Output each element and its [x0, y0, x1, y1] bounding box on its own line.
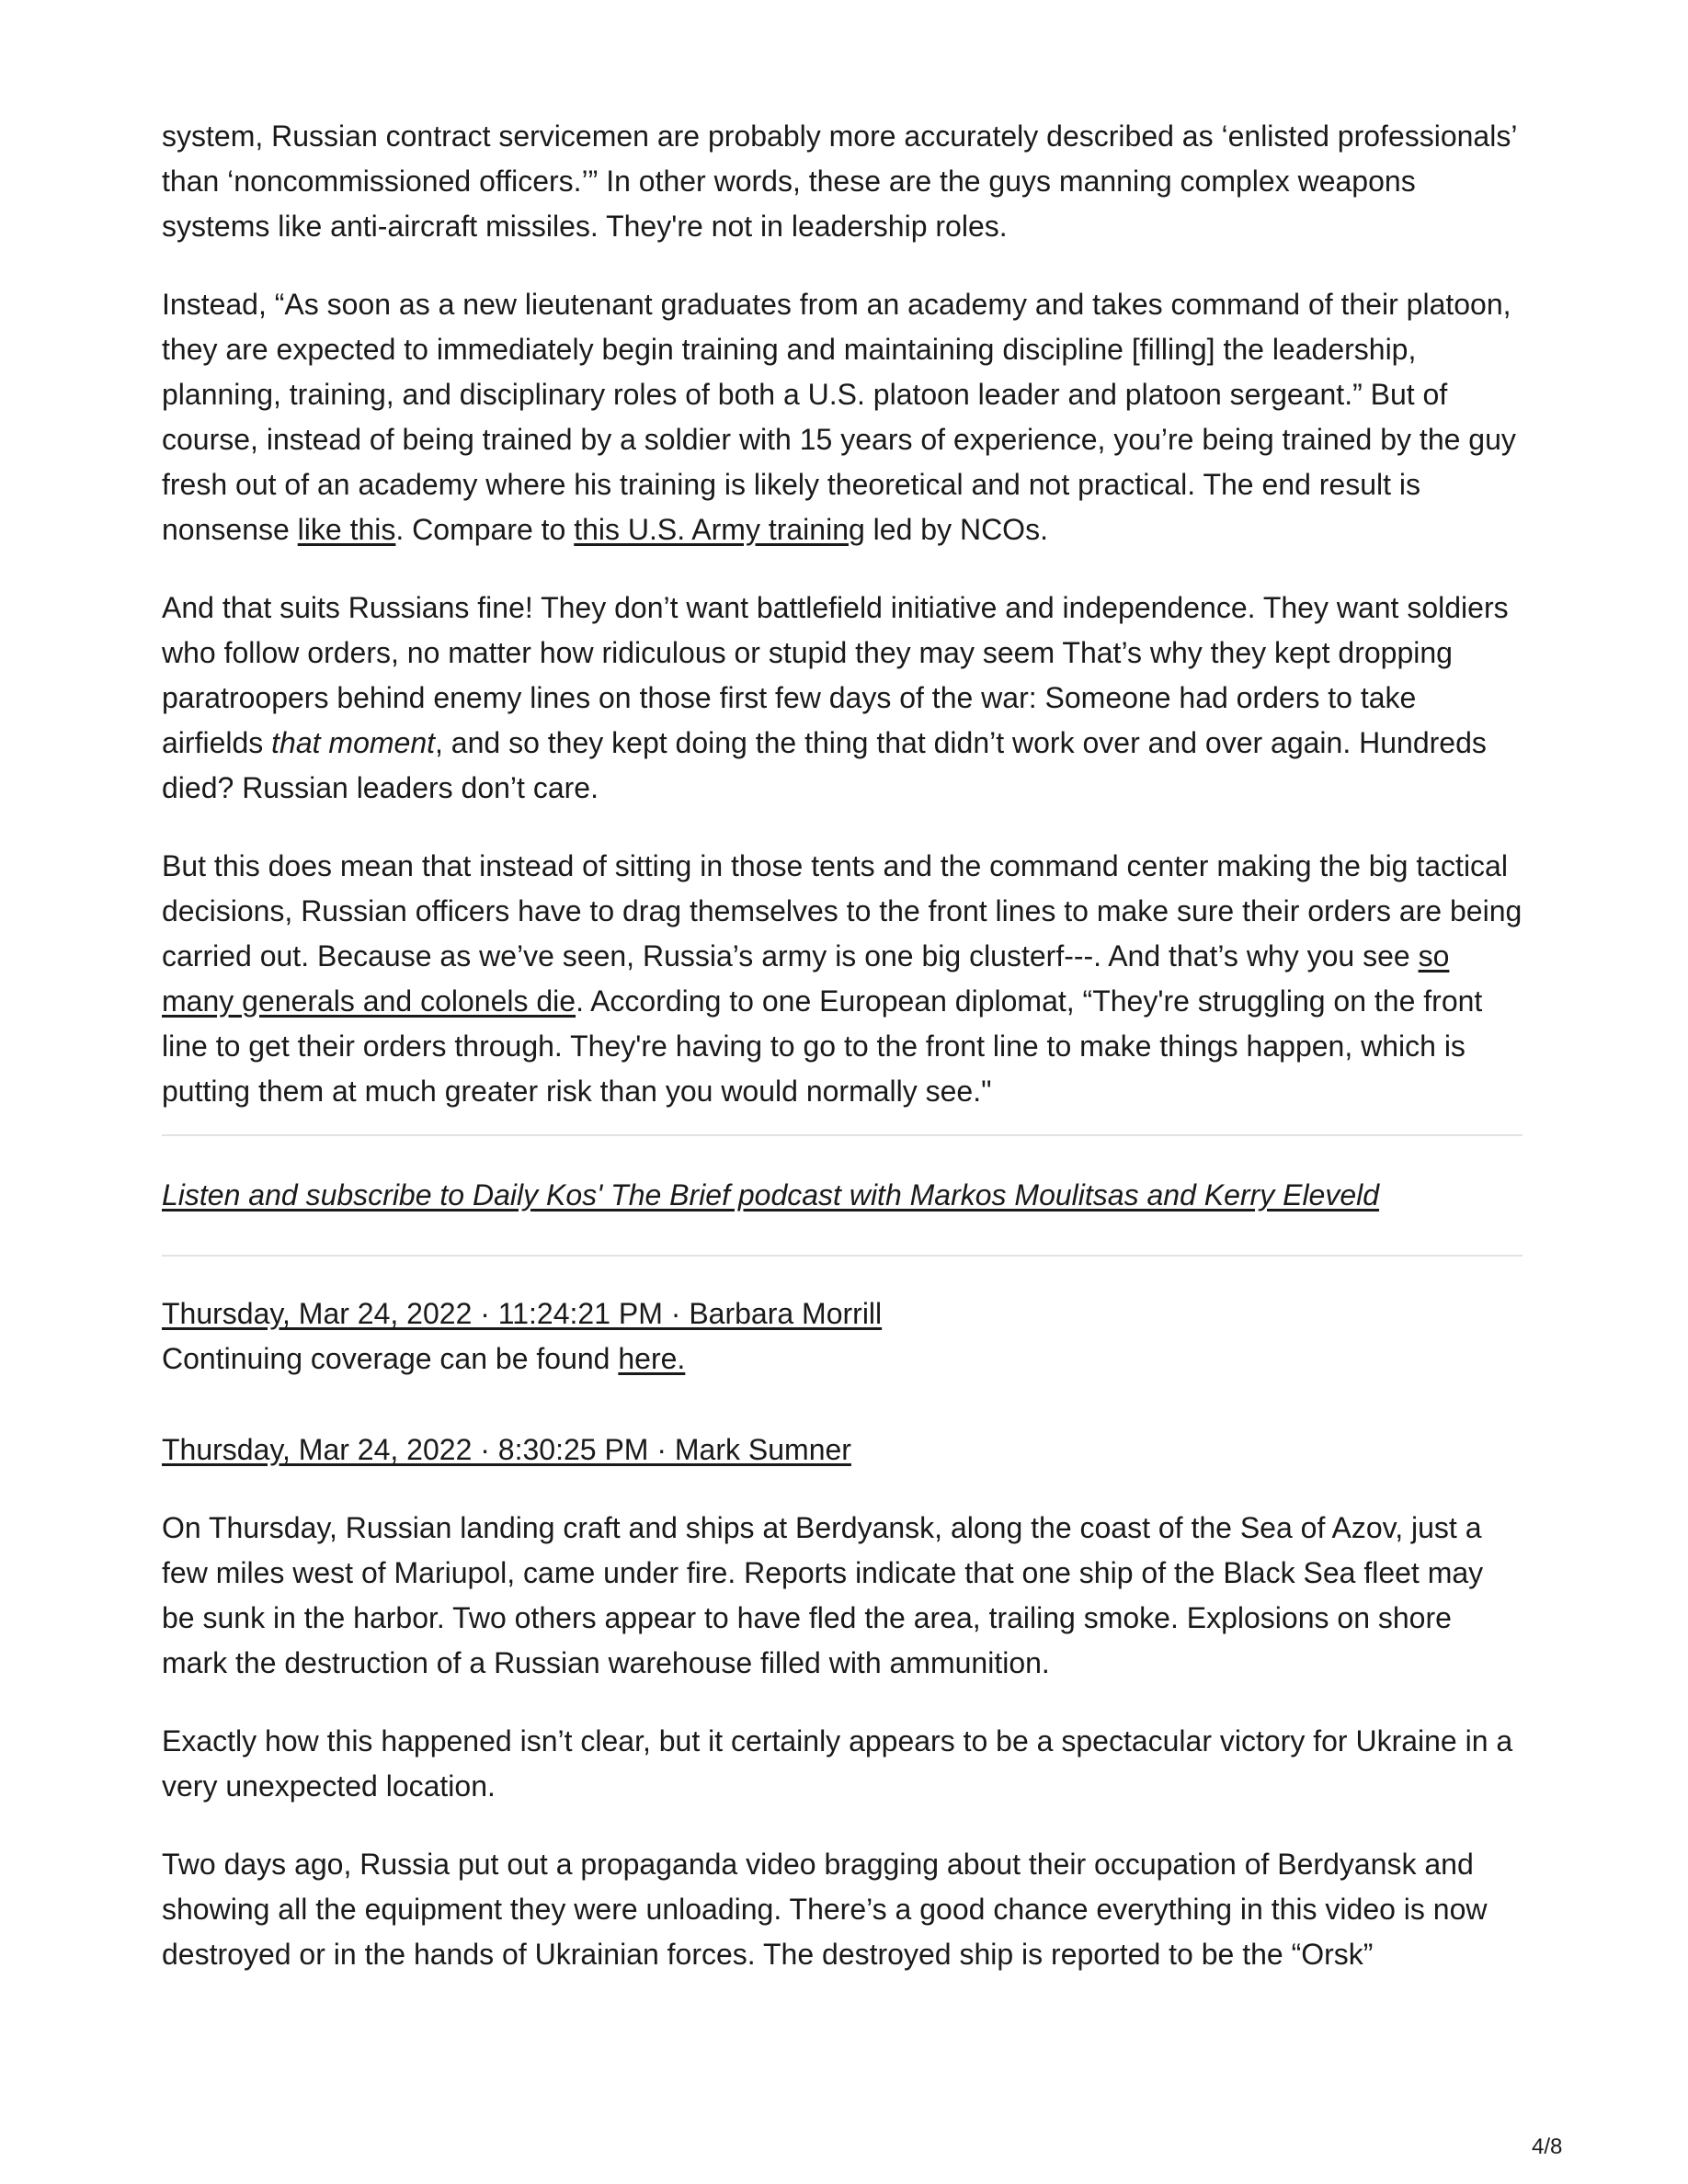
paragraph-officers-front-lines	[162, 844, 1523, 1114]
paragraph-text: But this does mean that instead of sitting in those tents and the command center making the big tactical decisions, Russian officers have to drag themselves to the front lines to make sure their orders are being carried out. Because as we’ve seen, Russia’s army is one big clusterf---. And that’s why you see	[162, 849, 1523, 973]
paragraph-berdyansk-fire: On Thursday, Russian landing craft and ships at Berdyansk, along the coast of the Sea of Azov, just a few miles west of Mariupol, came under fire. Reports indicate that one ship of the Black Sea fleet may be sunk in the harbor. Two others appear to have fled the area, trailing smoke. Explosions on shore mark the destruction of a Russian warehouse filled with ammunition.	[162, 1511, 1484, 1679]
paragraph-battlefield-initiative	[162, 586, 1523, 811]
podcast-promo	[162, 1173, 1523, 1218]
article-content	[162, 114, 1523, 2010]
paragraph-text: , and so they kept doing the thing that didn’t work over and over again. Hundreds died? Russian leaders don’t care.	[162, 726, 1487, 804]
paragraph-text: . According to one European diplomat, “They're struggling on the front line to get their orders through. They're having to go to the front line to make things happen, which is putting them at much greater risk than you would normally see."	[162, 984, 1483, 1108]
paragraph-text: Continuing coverage can be found	[162, 1342, 619, 1375]
paragraph-lieutenant-training	[162, 282, 1523, 552]
divider	[162, 1134, 1523, 1136]
update-header-mark-sumner	[162, 1428, 1523, 1473]
paragraph-propaganda-video: Two days ago, Russia put out a propaganda video bragging about their occupation of Berdyansk and showing all the equipment they were unloading. There’s a good chance everything in this video is now destroyed or in the hands of Ukrainian forces. The destroyed ship is reported to be the “Orsk”	[162, 1848, 1488, 1971]
paragraph-unexpected-victory: Exactly how this happened isn’t clear, but it certainly appears to be a spectacular victory for Ukraine in a very unexpected location.	[162, 1724, 1513, 1803]
paragraph-text: And that suits Russians fine! They don’t want battlefield initiative and independence. They want soldiers who follow orders, no matter how ridiculous or stupid they may seem That’s why they kept dropping paratroopers behind enemy lines on those first few days of the war: Someone had orders to take airfields	[162, 591, 1509, 759]
podcast-link[interactable]: Listen and subscribe to Daily Kos' The Brief podcast with Markos Moulitsas and Kerry Eleveld	[162, 1178, 1380, 1211]
generals-colonels-link[interactable]: so many generals and colonels die	[162, 939, 1450, 1018]
here-link[interactable]: here.	[618, 1342, 686, 1375]
continuing-coverage	[162, 1337, 1523, 1382]
page-number: 4/8	[1532, 2134, 1563, 2159]
paragraph-text: . Compare to	[395, 513, 575, 546]
like-this-link[interactable]: like this	[297, 513, 396, 546]
paragraph-text: Instead, “As soon as a new lieutenant graduates from an academy and takes command of their platoon, they are expected to immediately begin training and maintaining discipline [filling] the leadership, planning, training, and disciplinary roles of both a U.S. platoon leader and platoon sergeant.” But of course, instead of being trained by a soldier with 15 years of experience, you’re being trained by the guy fresh out of an academy where his training is likely theoretical and not practical. The end result is nonsense	[162, 288, 1516, 546]
paragraph-text: led by NCOs.	[864, 513, 1048, 546]
update-timestamp-link[interactable]: Thursday, Mar 24, 2022 · 11:24:21 PM · Barbara Morrill	[162, 1297, 883, 1330]
emphasis-text: that moment	[271, 726, 436, 759]
us-army-training-link[interactable]: this U.S. Army training	[574, 513, 865, 546]
divider	[162, 1255, 1523, 1257]
update-header-barbara-morrill	[162, 1291, 1523, 1337]
update-timestamp-link[interactable]: Thursday, Mar 24, 2022 · 8:30:25 PM · Mark Sumner	[162, 1433, 851, 1466]
paragraph-contract-servicemen: system, Russian contract servicemen are probably more accurately described as ‘enlisted professionals’ than ‘noncommissioned officers.’” In other words, these are the guys manning complex weapons systems like anti-aircraft missiles. They're not in leadership roles.	[162, 119, 1517, 243]
